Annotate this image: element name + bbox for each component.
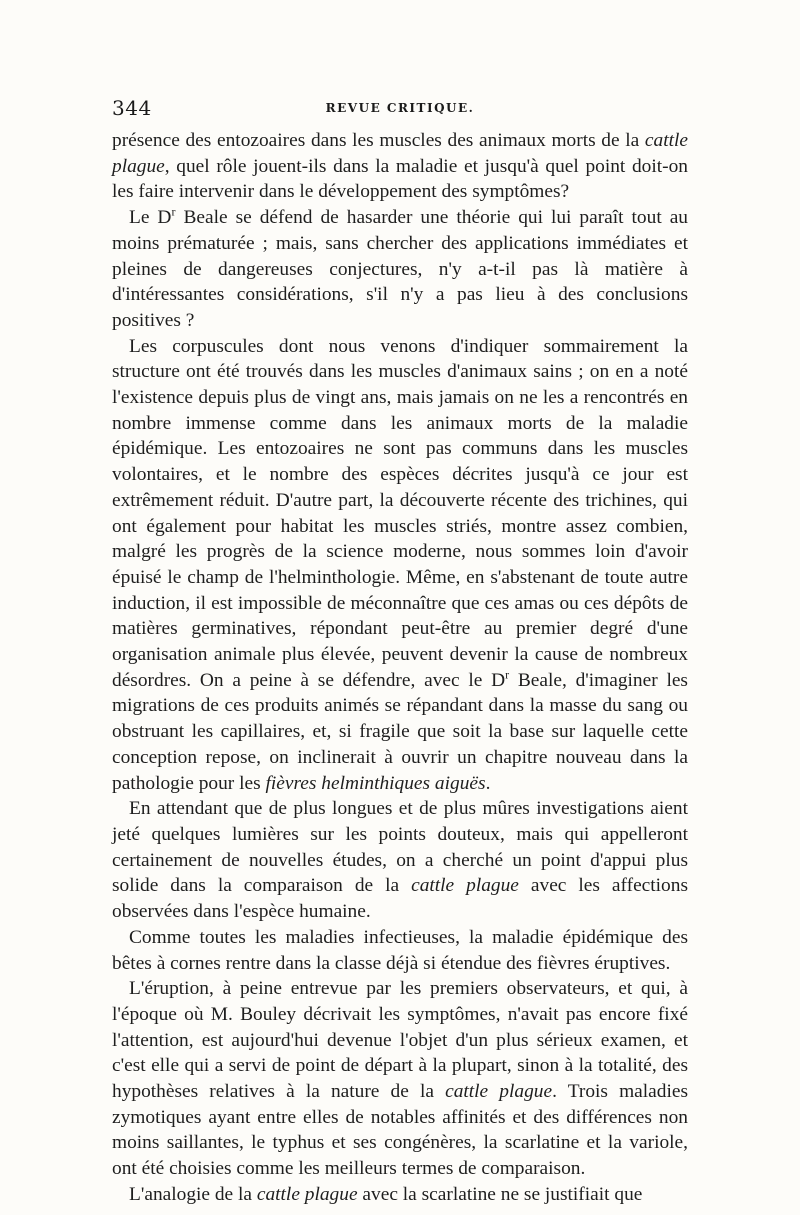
superscript: r xyxy=(505,667,510,682)
paragraph-4: En attendant que de plus longues et de plus mûres investigations aient jeté quelques lumières sur les points douteux, mais qui appelleront certainement de nouvelles études, on a cherché un point d'appui plus solide dans la comparaison de la cattle plague avec les affections observées dans l'espèce humaine. xyxy=(112,798,688,923)
running-title: REVUE CRITIQUE. xyxy=(325,101,475,115)
paragraph-7: L'analogie de la cattle plague avec la scarlatine ne se justifiait que xyxy=(129,1183,643,1205)
page-number: 344 xyxy=(112,96,152,120)
paragraph-2: Le $D^r$ Beale se défend de hasarder une théorie qui lui paraît tout au moins prématurée ; mais, sans chercher des applications immédiates et pleines de dangereuses conjectures, n'y a-t-il pas là matière à d'intéressantes considérations, s'il n'y a pas lieu à des conclusions positives ? xyxy=(112,204,688,331)
superscript: r xyxy=(171,204,176,219)
paragraph-3: Les corpuscules dont nous venons d'indiquer sommairement la structure ont été trouvés dans les muscles d'animaux sains ; on en a noté l'existence depuis plus de vingt ans, mais jamais on ne les a rencontrés en nombre immense comme dans les animaux morts de la maladie épidémique. Les entozoaires ne sont pas communs dans les muscles volontaires, et le nombre des espèces décrites jusqu'à ce jour est extrêmement réduit. D'autre part, la découverte récente des trichines, qui ont également pour habitat les muscles striés, montre assez combien, malgré les progrès de la science moderne, nous sommes loin d'avoir épuisé le champ de l'helminthologie. Même, en s'abstenant de toute autre induction, il est impossible de méconnaître que ces amas ou ces dépôts de matières germinatives, répondant peut-être au premier degré d'une organisation animale plus élevée, peuvent devenir la cause de nombreux désordres. On a peine à se défendre, avec le $D^r$ Beale, d'imaginer les migrations de ces produits animés se répandant dans la masse du sang ou obstruant les capillaires, et, si fragile que soit la base sur laquelle cette conception repose, on inclinerait à ouvrir un chapitre nouveau dans la pathologie pour les fièvres helminthiques aiguës. xyxy=(112,335,688,794)
paragraph-5: Comme toutes les maladies infectieuses, la maladie épidémique des bêtes à cornes rentre dans la classe déjà si étendue des fièvres éruptives. xyxy=(112,926,688,974)
running-header xyxy=(112,96,688,124)
italic-term: cattle plague xyxy=(445,1081,553,1103)
body-text xyxy=(112,128,688,1208)
paragraph-1: présence des entozoaires dans les muscles des animaux morts de la cattle plague, quel rôle jouent-ils dans la maladie et jusqu'à quel point doit-on les faire intervenir dans le développement des symptômes? xyxy=(112,130,688,203)
italic-term: fièvres helminthiques aiguës xyxy=(265,772,486,794)
italic-term: cattle plague xyxy=(411,875,519,897)
italic-term: cattle plague xyxy=(112,130,688,177)
italic-term: cattle plague xyxy=(256,1183,358,1205)
paragraph-6: L'éruption, à peine entrevue par les premiers observateurs, et qui, à l'époque où M. Bouley décrivait les symptômes, n'avait pas encore fixé l'attention, est aujourd'hui devenue l'objet d'un plus sérieux examen, et c'est elle qui a servi de point de départ à la plupart, sinon à la totalité, des hypothèses relatives à la nature de la cattle plague. Trois maladies zymotiques ayant entre elles de notables affinités et des différences non moins saillantes, le typhus et ses congénères, la scarlatine et la variole, ont été choisies comme les meilleurs termes de comparaison. xyxy=(112,978,688,1180)
